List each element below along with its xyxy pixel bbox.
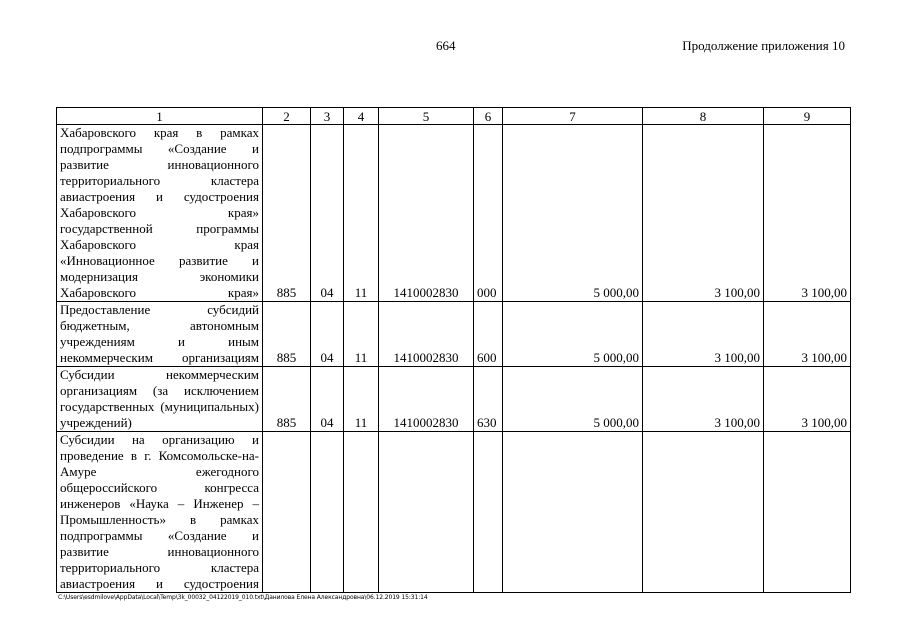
row-description: Субсидии на организацию и проведение в г. Комсомольске-на-Амуре ежегодного общероссийского конгресса инженеров «Наука – Инженер – Промышленность» в рамках подпрограммы «Создание и развитие инновационного территориального кластера авиастроения и судостроения [57,432,263,593]
cell-target-article [379,432,474,593]
cell-ministry-code [263,432,311,593]
cell-amount-3: 3 100,00 [764,302,851,367]
cell-amount-2: 3 100,00 [643,125,764,302]
column-header-8: 8 [643,108,764,125]
cell-target-article: 1410002830 [379,125,474,302]
cell-target-article: 1410002830 [379,302,474,367]
column-header-2: 2 [263,108,311,125]
cell-amount-3 [764,432,851,593]
cell-ministry-code: 885 [263,367,311,432]
appendix-continuation: Продолжение приложения 10 [682,38,845,53]
cell-amount-2: 3 100,00 [643,367,764,432]
cell-amount-1: 5 000,00 [503,367,643,432]
cell-section: 04 [311,367,344,432]
cell-ministry-code: 885 [263,302,311,367]
row-description: Субсидии некоммерческим организациям (за исключением государственных (муниципальных) учреждений) [57,367,263,432]
cell-section [311,432,344,593]
row-description: Предоставление субсидий бюджетным, автономным учреждениям и иным некоммерческим организациям [57,302,263,367]
cell-expense-type: 000 [474,125,503,302]
column-header-9: 9 [764,108,851,125]
budget-table [56,107,851,593]
column-header-4: 4 [344,108,379,125]
cell-subsection: 11 [344,367,379,432]
column-header-5: 5 [379,108,474,125]
footer-file-path: C:\Users\esdmilove\AppData\Local\Temp\3k_00032_04122019_010.txt\Данилова Елена Александровна\06.12.2019 15:31:14 [58,594,428,601]
cell-target-article: 1410002830 [379,367,474,432]
cell-subsection: 11 [344,302,379,367]
table-row [57,125,851,302]
column-header-6: 6 [474,108,503,125]
row-description: Хабаровского края в рамках подпрограммы «Создание и развитие инновационного территориального кластера авиастроения и судостроения Хабаровского края» государственной программы Хабаровского края «Инновационное развитие и модернизация экономики Хабаровского края» [57,125,263,302]
cell-ministry-code: 885 [263,125,311,302]
cell-amount-3: 3 100,00 [764,367,851,432]
cell-subsection: 11 [344,125,379,302]
cell-expense-type [474,432,503,593]
column-header-3: 3 [311,108,344,125]
cell-amount-1 [503,432,643,593]
table-row [57,302,851,367]
column-header-1: 1 [57,108,263,125]
cell-expense-type: 630 [474,367,503,432]
cell-amount-2 [643,432,764,593]
cell-section: 04 [311,125,344,302]
cell-amount-1: 5 000,00 [503,125,643,302]
column-header-row [57,108,851,125]
cell-expense-type: 600 [474,302,503,367]
table-row [57,432,851,593]
column-header-7: 7 [503,108,643,125]
cell-section: 04 [311,302,344,367]
cell-subsection [344,432,379,593]
cell-amount-3: 3 100,00 [764,125,851,302]
cell-amount-2: 3 100,00 [643,302,764,367]
cell-amount-1: 5 000,00 [503,302,643,367]
page-number: 664 [436,38,456,53]
table-row [57,367,851,432]
